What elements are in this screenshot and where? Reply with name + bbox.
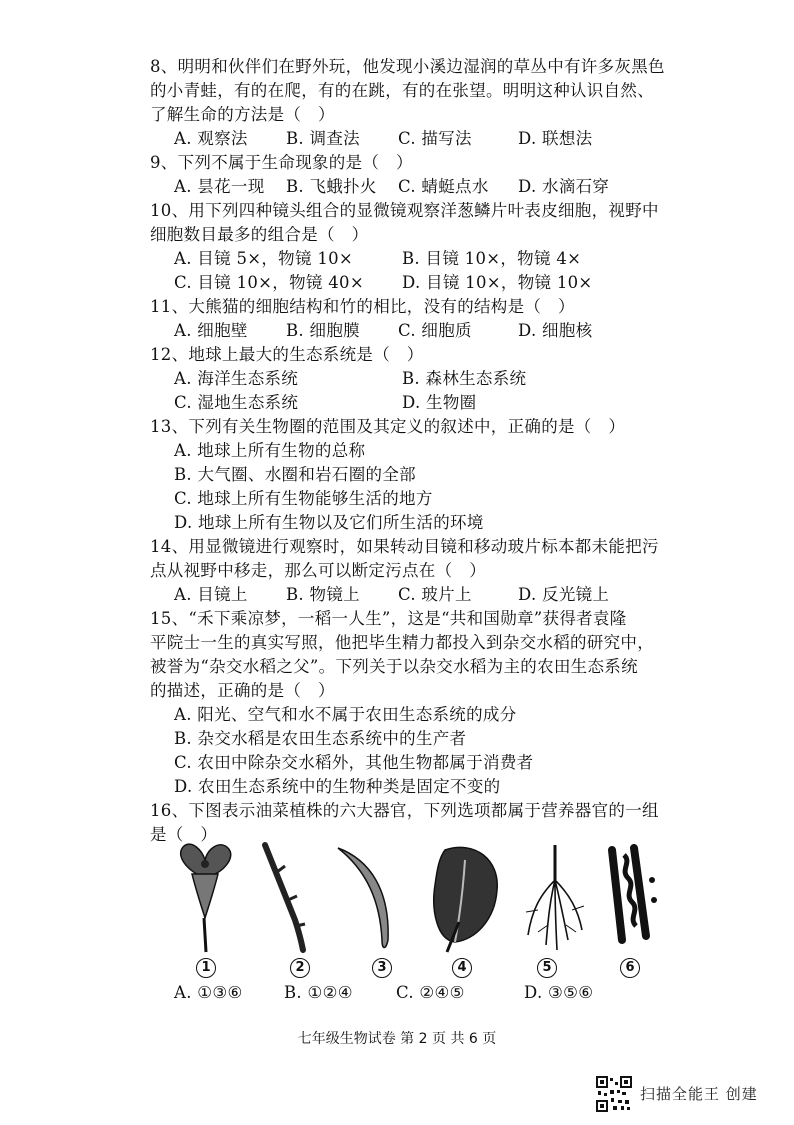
q8-options bbox=[174, 128, 592, 150]
option-d: D. 目镜 10×，物镜 10× bbox=[402, 273, 593, 292]
q9-options bbox=[174, 176, 609, 198]
option-c: C. 蜻蜓点水 bbox=[398, 177, 489, 196]
option-a: A. 海洋生态系统 bbox=[174, 369, 299, 388]
q14-options bbox=[174, 584, 609, 606]
q13-line-1: 13、下列有关生物圈的范围及其定义的叙述中，正确的是（ ） bbox=[150, 417, 626, 436]
stem-image bbox=[255, 840, 315, 955]
qr-code-icon bbox=[596, 1076, 632, 1112]
q12-options-row2 bbox=[174, 392, 476, 414]
option-a: A. 观察法 bbox=[174, 129, 248, 148]
option-d: D. 生物圈 bbox=[402, 393, 477, 412]
option-d: D. 反光镜上 bbox=[518, 585, 610, 604]
figure-label-1: 1 bbox=[196, 958, 216, 978]
option-d: D. ③⑤⑥ bbox=[524, 983, 594, 1002]
q8-line-3: 了解生命的方法是（ ） bbox=[150, 105, 335, 124]
q10-options-row2 bbox=[174, 272, 593, 294]
option-b: B. 物镜上 bbox=[286, 585, 360, 604]
figure-label-4: 4 bbox=[452, 958, 472, 978]
q16-line-2: 是（ ） bbox=[150, 825, 218, 844]
option-c: C. 湿地生态系统 bbox=[174, 393, 299, 412]
plant-organs-figure bbox=[160, 840, 660, 990]
pod-image bbox=[330, 840, 400, 955]
scanner-watermark: 扫描全能王 创建 bbox=[640, 1085, 758, 1103]
option-b: B. 飞蛾扑火 bbox=[286, 177, 377, 196]
option-c: C. 描写法 bbox=[398, 129, 472, 148]
q15-line-3: 被誉为“杂交水稻之父”。下列关于以杂交水稻为主的农田生态系统 bbox=[150, 657, 638, 676]
option-d: D. 水滴石穿 bbox=[518, 177, 610, 196]
option-b: B. ①②④ bbox=[284, 983, 353, 1002]
option-a: A. 细胞壁 bbox=[174, 321, 248, 340]
option-c: C. 细胞质 bbox=[398, 321, 472, 340]
option-a: A. 昙花一现 bbox=[174, 177, 265, 196]
q15-line-4: 的描述，正确的是（ ） bbox=[150, 681, 335, 700]
q10-line-1: 10、用下列四种镜头组合的显微镜观察洋葱鳞片叶表皮细胞，视野中 bbox=[150, 201, 659, 220]
option-a: A. 目镜上 bbox=[174, 585, 248, 604]
q8-line-2: 的小青蛙，有的在爬，有的在跳，有的在张望。明明这种认识自然、 bbox=[150, 81, 654, 100]
q15-option-c: C. 农田中除杂交水稻外，其他生物都属于消费者 bbox=[174, 753, 534, 772]
seed-pod-image bbox=[600, 840, 660, 955]
q13-option-b: B. 大气圈、水圈和岩石圈的全部 bbox=[174, 465, 416, 484]
q12-options-row1 bbox=[174, 368, 526, 390]
option-b: B. 调查法 bbox=[286, 129, 360, 148]
q11-line-1: 11、大熊猫的细胞结构和竹的相比，没有的结构是（ ） bbox=[150, 297, 575, 316]
q15-option-d: D. 农田生态系统中的生物种类是固定不变的 bbox=[174, 777, 501, 796]
option-a: A. ①③⑥ bbox=[174, 983, 243, 1002]
q10-options-row1 bbox=[174, 248, 581, 270]
figure-label-6: 6 bbox=[620, 958, 640, 978]
option-c: C. ②④⑤ bbox=[396, 983, 465, 1002]
figure-label-2: 2 bbox=[290, 958, 310, 978]
page-footer: 七年级生物试卷 第 2 页 共 6 页 bbox=[297, 1031, 497, 1047]
option-d: D. 联想法 bbox=[518, 129, 593, 148]
q11-options bbox=[174, 320, 592, 342]
option-c: C. 玻片上 bbox=[398, 585, 472, 604]
q15-option-b: B. 杂交水稻是农田生态系统中的生产者 bbox=[174, 729, 467, 748]
figure-label-3: 3 bbox=[372, 958, 392, 978]
q10-line-2: 细胞数目最多的组合是（ ） bbox=[150, 225, 369, 244]
q9-line-1: 9、下列不属于生命现象的是（ ） bbox=[150, 153, 413, 172]
q12-line-1: 12、地球上最大的生态系统是（ ） bbox=[150, 345, 424, 364]
q13-option-a: A. 地球上所有生物的总称 bbox=[174, 441, 366, 460]
option-a: A. 目镜 5×，物镜 10× bbox=[174, 249, 354, 268]
root-image bbox=[520, 840, 590, 955]
q15-option-a: A. 阳光、空气和水不属于农田生态系统的成分 bbox=[174, 705, 517, 724]
q13-option-d: D. 地球上所有生物以及它们所生活的环境 bbox=[174, 513, 484, 532]
option-c: C. 目镜 10×，物镜 40× bbox=[174, 273, 364, 292]
q16-options bbox=[174, 982, 593, 1004]
q16-line-1: 16、下图表示油菜植株的六大器官，下列选项都属于营养器官的一组 bbox=[150, 801, 659, 820]
q8-line-1: 8、明明和伙伴们在野外玩，他发现小溪边湿润的草丛中有许多灰黑色 bbox=[150, 57, 665, 76]
q14-line-1: 14、用显微镜进行观察时，如果转动目镜和移动玻片标本都未能把污 bbox=[150, 537, 659, 556]
figure-label-5: 5 bbox=[537, 958, 557, 978]
option-b: B. 目镜 10×，物镜 4× bbox=[402, 249, 582, 268]
option-b: B. 细胞膜 bbox=[286, 321, 360, 340]
q15-line-1: 15、“禾下乘凉梦，一稻一人生”，这是“共和国勋章”获得者袁隆 bbox=[150, 609, 627, 628]
q14-line-2: 点从视野中移走，那么可以断定污点在（ ） bbox=[150, 561, 486, 580]
option-b: B. 森林生态系统 bbox=[402, 369, 527, 388]
option-d: D. 细胞核 bbox=[518, 321, 593, 340]
flower-image bbox=[170, 840, 240, 955]
q13-option-c: C. 地球上所有生物能够生活的地方 bbox=[174, 489, 433, 508]
leaf-image bbox=[425, 840, 505, 955]
q15-line-2: 平院士一生的真实写照，他把毕生精力都投入到杂交水稻的研究中， bbox=[150, 633, 654, 652]
